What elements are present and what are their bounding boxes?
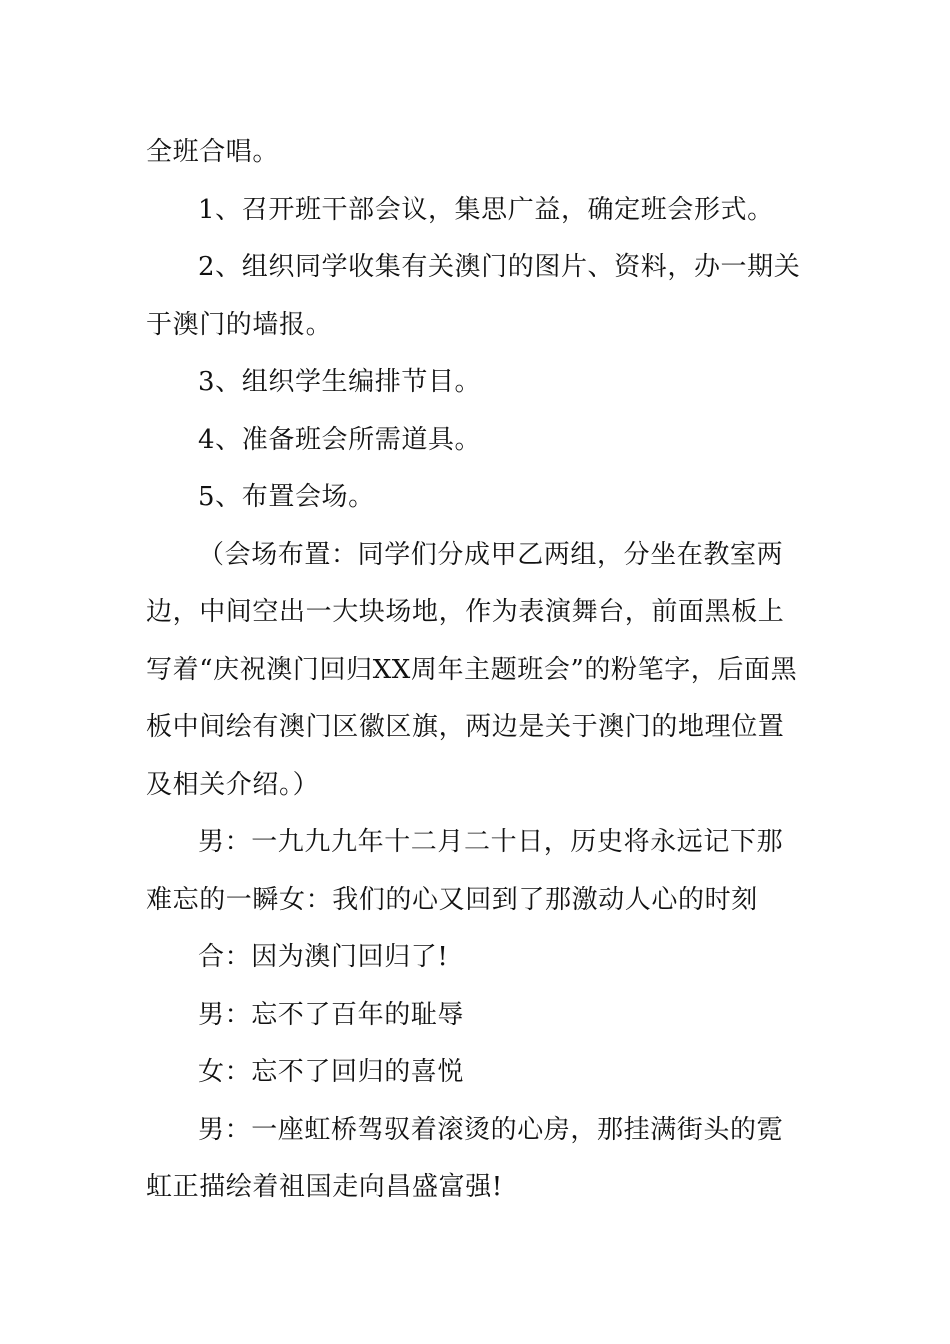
document-body bbox=[146, 124, 808, 1217]
paragraph-2: 1、召开班干部会议，集思广益，确定班会形式。 bbox=[198, 194, 774, 225]
paragraph-11: 女：忘不了回归的喜悦 bbox=[198, 1057, 465, 1087]
paragraph-4: 3、组织学生编排节目。 bbox=[198, 367, 482, 397]
paragraph-7: （会场布置：同学们分成甲乙两组，分坐在教室两边，中间空出一大块场地，作为表演舞台，前面黑板上写着“庆祝澳门回归XX周年主题班会”的粉笔字，后面黑板中间绘有澳门区徽区旗，两边是关于澳门的地理位置及相关介绍。） bbox=[146, 539, 798, 800]
paragraph-1: 全班合唱。 bbox=[146, 137, 280, 167]
paragraph-5: 4、准备班会所需道具。 bbox=[198, 424, 482, 455]
paragraph-9: 合：因为澳门回归了! bbox=[198, 942, 449, 972]
paragraph-8: 男：一九九九年十二月二十日，历史将永远记下那难忘的一瞬女：我们的心又回到了那激动人心的时刻 bbox=[146, 827, 784, 915]
paragraph-10: 男：忘不了百年的耻辱 bbox=[198, 999, 465, 1030]
paragraph-6: 5、布置会场。 bbox=[198, 482, 375, 512]
paragraph-3: 2、组织同学收集有关澳门的图片、资料，办一期关于澳门的墙报。 bbox=[146, 252, 801, 340]
paragraph-12: 男：一座虹桥驾驭着滚烫的心房，那挂满街头的霓虹正描绘着祖国走向昌盛富强! bbox=[146, 1114, 784, 1202]
